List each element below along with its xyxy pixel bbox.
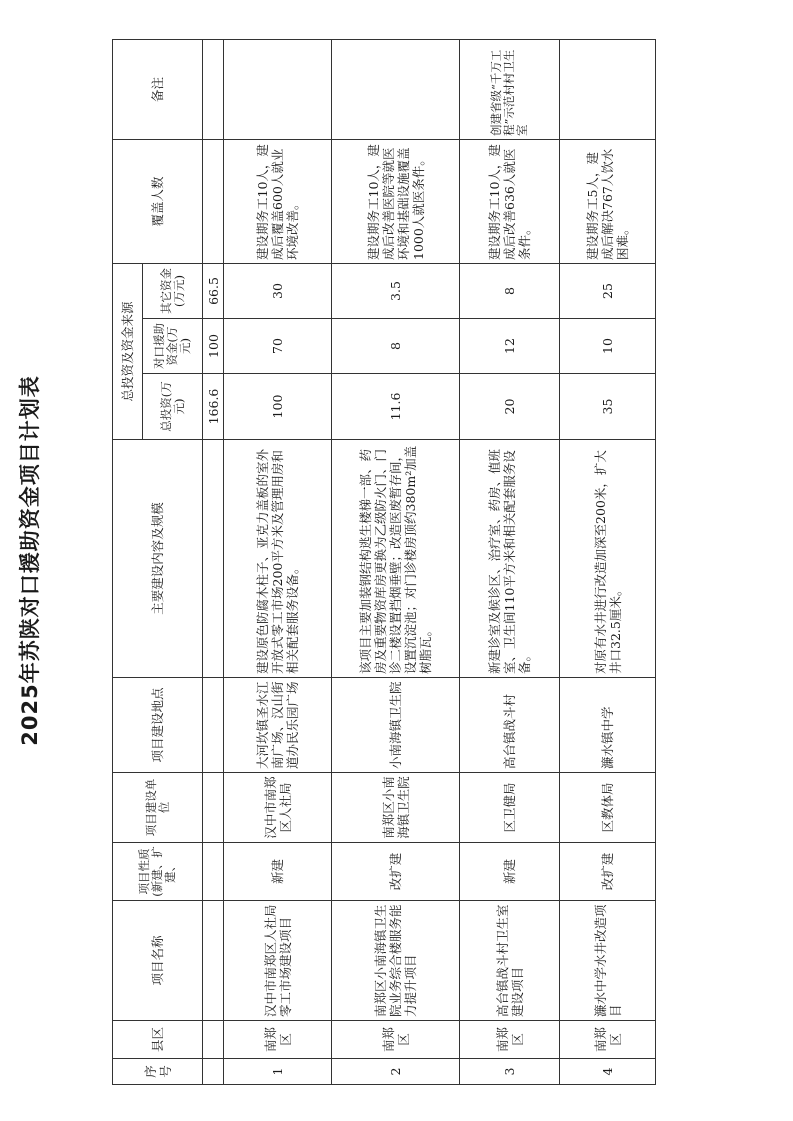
row-name: 汉中市南郑区人社局零工市场建设项目 bbox=[224, 901, 332, 1021]
row-other: 8 bbox=[460, 264, 560, 319]
row-nature: 新建 bbox=[224, 843, 332, 901]
row-total: 100 bbox=[224, 374, 332, 440]
table-row bbox=[460, 40, 560, 1085]
row-county: 南郑区 bbox=[460, 1021, 560, 1059]
row-other: 30 bbox=[224, 264, 332, 319]
row-seq: 2 bbox=[332, 1059, 460, 1085]
row-aid: 70 bbox=[224, 319, 332, 374]
header-seq: 序号 bbox=[113, 1059, 203, 1085]
row-seq: 4 bbox=[560, 1059, 656, 1085]
row-seq: 3 bbox=[460, 1059, 560, 1085]
row-aid: 10 bbox=[560, 319, 656, 374]
header-unit: 项目建设单位 bbox=[113, 773, 203, 843]
totals-other: 66.5 bbox=[203, 264, 224, 319]
row-county: 南郑区 bbox=[332, 1021, 460, 1059]
row-unit: 汉中市南郑区人社局 bbox=[224, 773, 332, 843]
row-content: 该项目主要加装钢结构逃生楼梯一部、药房及重要物资库房更换为乙级防火门、门诊二楼设置挡烟垂壁；改造医废暂存间，设置沉淀池；对门诊楼房顶约380m²加盖树脂瓦。 bbox=[332, 440, 460, 678]
row-content: 建设原色防腐木柱子、亚克力盖板的室外开放式零工市场200平方米及管理用房和相关配套服务设备。 bbox=[224, 440, 332, 678]
row-location: 高台镇战斗村 bbox=[460, 678, 560, 773]
row-remarks bbox=[224, 40, 332, 140]
row-aid: 12 bbox=[460, 319, 560, 374]
row-unit: 南郑区小南海镇卫生院 bbox=[332, 773, 460, 843]
header-aid: 对口援助资金(万元) bbox=[143, 319, 203, 374]
row-location: 大河坎镇圣水江南广场、汉山街道办民乐园广场 bbox=[224, 678, 332, 773]
row-name: 高台镇战斗村卫生室建设项目 bbox=[460, 901, 560, 1021]
header-content: 主要建设内容及规模 bbox=[113, 440, 203, 678]
row-content: 对原有水井进行改造加深至200米，扩大井口32.5厘米。 bbox=[560, 440, 656, 678]
header-county: 县区 bbox=[113, 1021, 203, 1059]
row-total: 11.6 bbox=[332, 374, 460, 440]
row-remarks bbox=[332, 40, 460, 140]
row-beneficiaries: 建设期务工10人，建成后改善医院等就医环境和基础设施覆盖1000人就医条件。 bbox=[332, 140, 460, 264]
row-nature: 新建 bbox=[460, 843, 560, 901]
row-aid: 8 bbox=[332, 319, 460, 374]
row-total: 20 bbox=[460, 374, 560, 440]
header-funding-group: 总投资及资金来源 bbox=[113, 264, 143, 440]
row-name: 南郑区小南海镇卫生院业务综合楼服务能力提升项目 bbox=[332, 901, 460, 1021]
header-other: 其它资金(万元) bbox=[143, 264, 203, 319]
row-remarks: 创建省级“千万工程”示范村村卫生室 bbox=[460, 40, 560, 140]
row-county: 南郑区 bbox=[560, 1021, 656, 1059]
row-unit: 区卫健局 bbox=[460, 773, 560, 843]
totals-total: 166.6 bbox=[203, 374, 224, 440]
row-total: 35 bbox=[560, 374, 656, 440]
document-title: 2025年苏陕对口援助资金项目计划表 bbox=[18, 375, 42, 746]
row-seq: 1 bbox=[224, 1059, 332, 1085]
totals-row bbox=[203, 40, 224, 1085]
row-beneficiaries: 建设期务工5人，建成后解决767人饮水困难。 bbox=[560, 140, 656, 264]
header-nature: 项目性质(新建、扩建、 bbox=[113, 843, 203, 901]
header-row-1 bbox=[113, 40, 143, 1085]
table-row bbox=[560, 40, 656, 1085]
totals-aid: 100 bbox=[203, 319, 224, 374]
row-county: 南郑区 bbox=[224, 1021, 332, 1059]
row-nature: 改扩建 bbox=[332, 843, 460, 901]
row-nature: 改扩建 bbox=[560, 843, 656, 901]
row-name: 濂水中学水井改造项目 bbox=[560, 901, 656, 1021]
row-other: 3.5 bbox=[332, 264, 460, 319]
row-remarks bbox=[560, 40, 656, 140]
project-plan-table bbox=[112, 39, 656, 1085]
header-beneficiaries: 覆盖人数 bbox=[113, 140, 203, 264]
row-beneficiaries: 建设期务工10人，建成后覆盖600人就业环境改善。 bbox=[224, 140, 332, 264]
table-row bbox=[224, 40, 332, 1085]
header-total: 总投资(万元) bbox=[143, 374, 203, 440]
row-location: 小南海镇卫生院 bbox=[332, 678, 460, 773]
row-other: 25 bbox=[560, 264, 656, 319]
row-beneficiaries: 建设期务工10人，建成后改善636人就医条件。 bbox=[460, 140, 560, 264]
header-location: 项目建设地点 bbox=[113, 678, 203, 773]
row-location: 濂水镇中学 bbox=[560, 678, 656, 773]
row-unit: 区教体局 bbox=[560, 773, 656, 843]
table-row bbox=[332, 40, 460, 1085]
header-name: 项目名称 bbox=[113, 901, 203, 1021]
row-content: 新建诊室及候诊区、治疗室、药房、值班室、卫生间110平方米和相关配套服务设备。 bbox=[460, 440, 560, 678]
header-remarks: 备注 bbox=[113, 40, 203, 140]
